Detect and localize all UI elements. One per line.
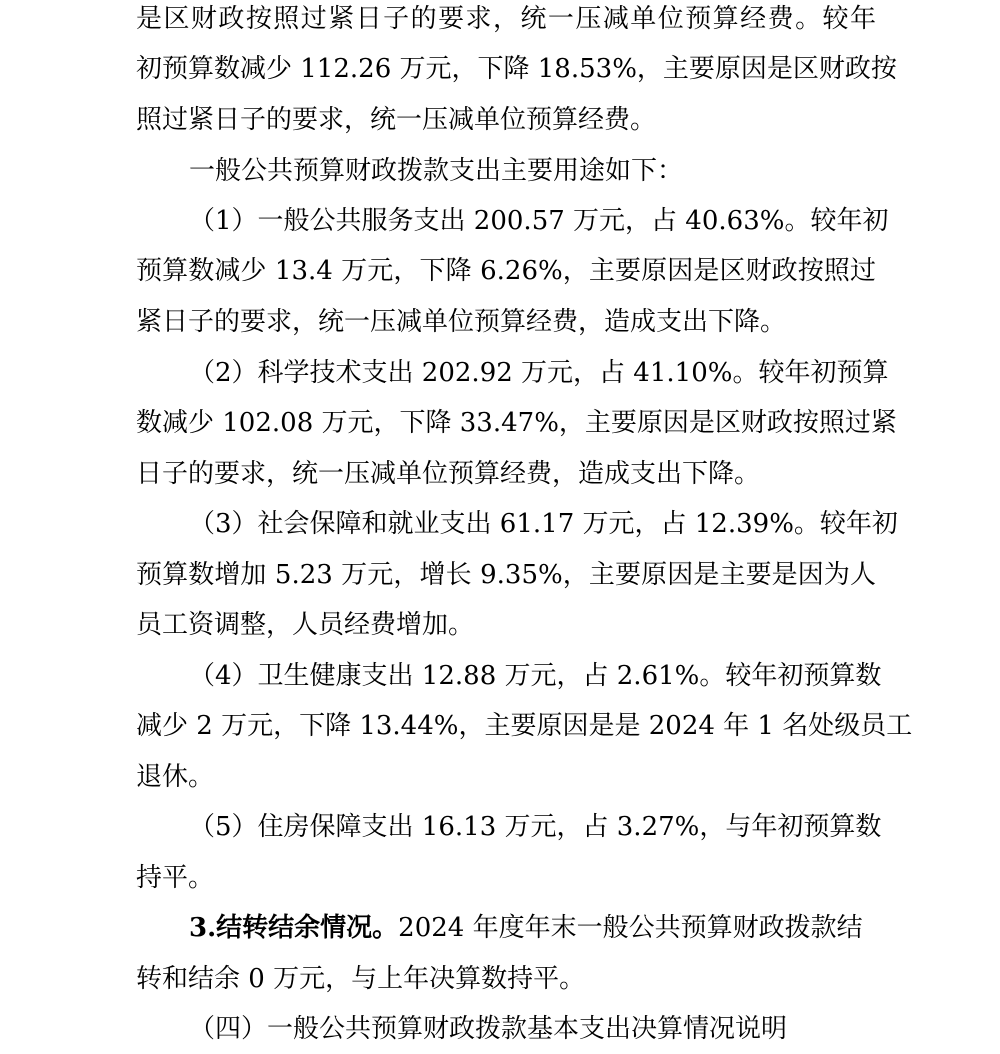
item-1-line: 预算数减少 13.4 万元，下降 6.26%，主要原因是区财政按照过 [136,256,876,286]
item-3-line: 员工资调整，人员经费增加。 [136,610,475,640]
item-3-line: 预算数增加 5.23 万元，增长 9.35%，主要原因是主要是因为人 [136,560,876,590]
paragraph-line: 初预算数减少 112.26 万元，下降 18.53%，主要原因是区财政按 [136,54,897,84]
carryover-line [189,903,863,953]
uses-heading: 一般公共预算财政拨款支出主要用途如下： [189,156,684,186]
item-1-line: （1）一般公共服务支出 200.57 万元，占 40.63%。较年初 [189,206,889,236]
paragraph-line: 照过紧日子的要求，统一压减单位预算经费。 [136,105,657,135]
item-4-line: 减少 2 万元，下降 13.44%，主要原因是是 2024 年 1 名处级员工 [136,711,913,741]
section-heading: （四）一般公共预算财政拨款基本支出决算情况说明 [189,1014,788,1044]
item-2-line: （2）科学技术支出 202.92 万元，占 41.10%。较年初预算 [189,358,889,388]
carryover-label: 3.结转结余情况。 [189,913,399,943]
item-4-line: 退休。 [136,762,215,792]
item-5-line: （5）住房保障支出 16.13 万元，占 3.27%，与年初预算数 [189,812,882,842]
paragraph-line: 是区财政按照过紧日子的要求，统一压减单位预算经费。较年 [136,4,876,34]
item-3-line: （3）社会保障和就业支出 61.17 万元，占 12.39%。较年初 [189,509,898,539]
item-4-line: （4）卫生健康支出 12.88 万元，占 2.61%。较年初预算数 [189,661,882,691]
item-2-line: 日子的要求，统一压减单位预算经费，造成支出下降。 [136,459,761,489]
item-2-line: 数减少 102.08 万元，下降 33.47%，主要原因是区财政按照过紧 [136,408,897,438]
carryover-line: 转和结余 0 万元，与上年决算数持平。 [136,964,586,994]
item-1-line: 紧日子的要求，统一压减单位预算经费，造成支出下降。 [136,307,787,337]
carryover-text: 2024 年度年末一般公共预算财政拨款结 [398,913,863,943]
item-5-line: 持平。 [136,863,215,893]
